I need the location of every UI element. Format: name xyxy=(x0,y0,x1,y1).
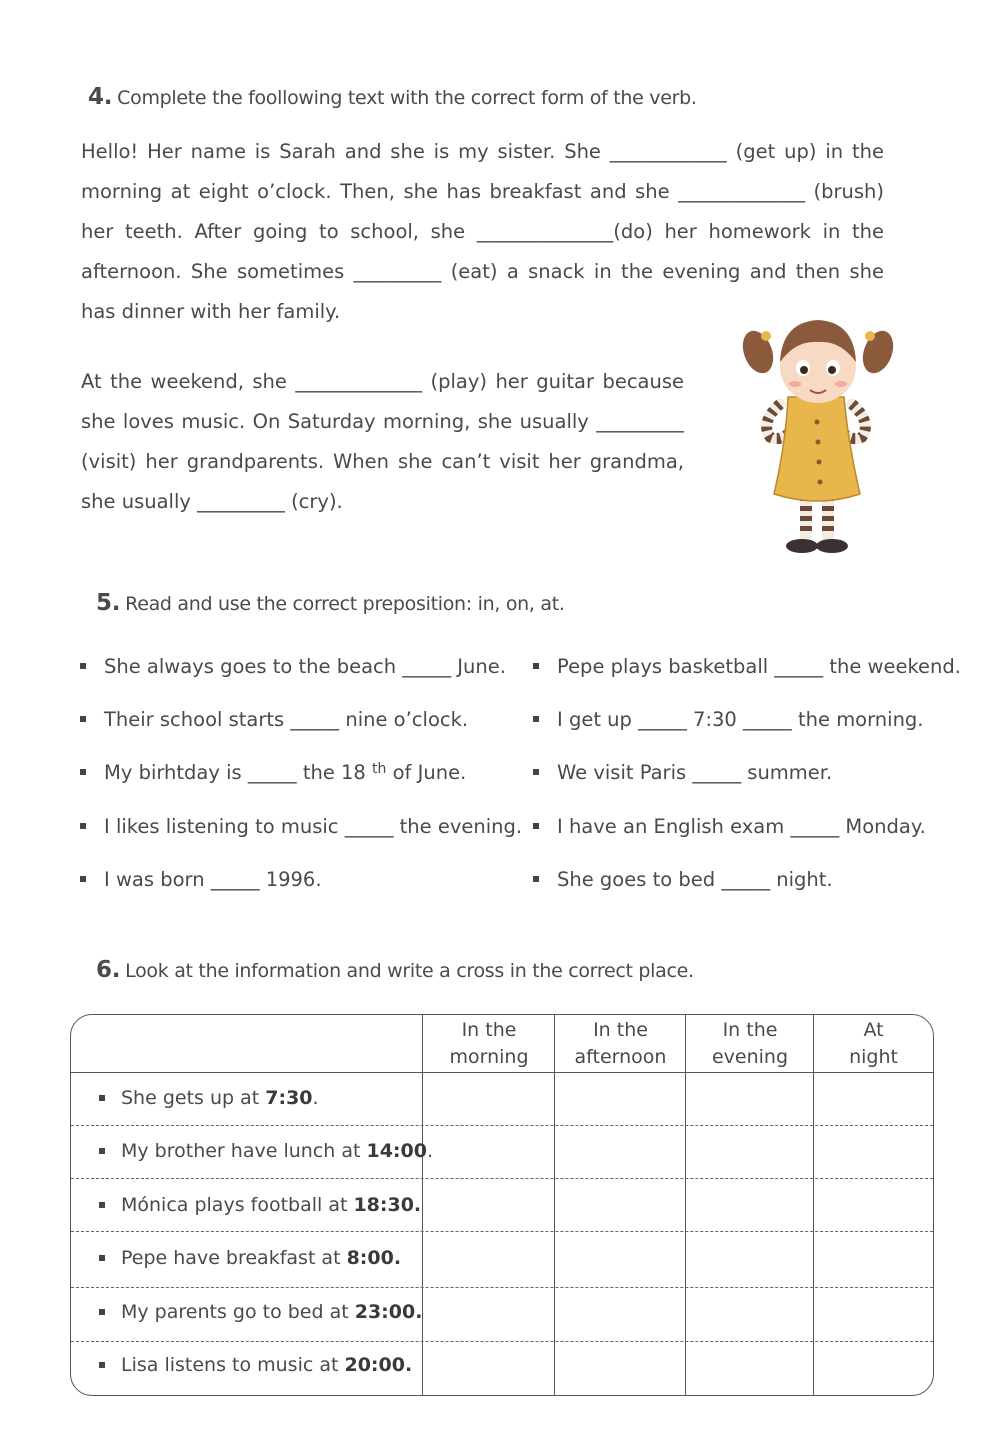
preposition-item-text-end: of June. xyxy=(392,761,467,784)
table-row-label xyxy=(121,1087,319,1109)
ordinal-suffix: th xyxy=(372,761,387,777)
column-header-line: In the xyxy=(593,1019,648,1041)
section-4-instruction: Complete the foollowing text with the correct form of the verb. xyxy=(117,87,697,109)
column-header-line: night xyxy=(849,1046,898,1068)
column-header-line: evening xyxy=(711,1046,789,1068)
row-text: She gets up at xyxy=(121,1087,266,1109)
column-header-line: At xyxy=(863,1019,884,1041)
preposition-item-text: We visit Paris _____ summer. xyxy=(557,761,833,784)
preposition-item-text: My birhtday is _____ the 18 xyxy=(104,761,366,784)
table-row-label xyxy=(121,1354,412,1376)
preposition-item-text: Pepe plays basketball _____ the weekend. xyxy=(557,655,961,678)
section-5-heading xyxy=(96,590,565,616)
preposition-item xyxy=(557,868,833,891)
section-6-number: 6. xyxy=(96,957,121,983)
row-text: Lisa listens to music at xyxy=(121,1354,345,1376)
column-header-night xyxy=(814,1017,933,1071)
preposition-item xyxy=(557,708,924,731)
section-4-paragraph-2 xyxy=(81,362,684,522)
row-time: 14:00 xyxy=(366,1140,427,1162)
row-text: My parents go to bed at xyxy=(121,1301,355,1323)
row-divider xyxy=(71,1341,933,1342)
answer-cell[interactable] xyxy=(686,1073,813,1125)
preposition-item xyxy=(104,868,322,891)
preposition-item-text: She goes to bed _____ night. xyxy=(557,868,833,891)
column-header-line: morning xyxy=(449,1046,529,1068)
preposition-item xyxy=(104,708,468,731)
row-time: 23:00. xyxy=(354,1301,423,1323)
row-text: Mónica plays football at xyxy=(121,1194,354,1216)
preposition-item xyxy=(104,815,522,838)
answer-cell[interactable] xyxy=(423,1073,554,1125)
preposition-item xyxy=(557,655,961,678)
table-row-label xyxy=(121,1140,433,1162)
preposition-item-text: I was born _____ 1996. xyxy=(104,868,322,891)
row-divider xyxy=(71,1231,933,1232)
row-time: 8:00. xyxy=(346,1247,402,1269)
row-time: 18:30. xyxy=(353,1194,422,1216)
section-4-number: 4. xyxy=(88,84,113,110)
preposition-item-text: I get up _____ 7:30 _____ the morning. xyxy=(557,708,924,731)
preposition-item-text: She always goes to the beach _____ June. xyxy=(104,655,506,678)
preposition-item-text: I likes listening to music _____ the evening. xyxy=(104,815,523,838)
paragraph-2-text: At the weekend, she _____________ (play) her guitar because she loves music. On Saturday morning, she usually _________ (visit) her grandparents. When she can’t visit her grandma, she usually _________ (cry). xyxy=(81,370,684,513)
row-divider xyxy=(71,1178,933,1179)
section-4-paragraph-1 xyxy=(81,132,884,332)
answer-cell[interactable] xyxy=(814,1073,932,1125)
time-of-day-table xyxy=(70,1014,934,1396)
row-divider xyxy=(71,1287,933,1288)
section-4-heading xyxy=(88,84,697,110)
table-row-label xyxy=(121,1247,401,1269)
answer-cell[interactable] xyxy=(555,1073,685,1125)
table-row-label xyxy=(121,1301,422,1323)
preposition-item xyxy=(557,761,832,784)
section-6-heading xyxy=(96,957,694,983)
column-header-evening xyxy=(686,1017,814,1071)
row-end: . xyxy=(426,1140,434,1162)
preposition-item xyxy=(557,815,926,838)
row-end: . xyxy=(312,1087,319,1109)
row-divider xyxy=(71,1125,933,1126)
row-text: My brother have lunch at xyxy=(121,1140,367,1162)
row-time: 20:00. xyxy=(344,1354,413,1376)
section-6-instruction: Look at the information and write a cross in the correct place. xyxy=(125,960,694,982)
preposition-item xyxy=(104,655,506,678)
column-header-afternoon xyxy=(555,1017,686,1071)
preposition-item xyxy=(104,761,466,784)
column-header-line: In the xyxy=(461,1019,517,1041)
section-5-number: 5. xyxy=(96,590,121,616)
preposition-item-text: I have an English exam _____ Monday. xyxy=(557,815,926,838)
preposition-item-text: Their school starts _____ nine o’clock. xyxy=(104,708,469,731)
table-row-label xyxy=(121,1194,421,1216)
column-header-line: In the xyxy=(722,1019,778,1041)
row-text: Pepe have breakfast at xyxy=(121,1247,347,1269)
column-header-morning xyxy=(423,1017,555,1071)
column-header-line: afternoon xyxy=(574,1046,667,1068)
section-5-instruction: Read and use the correct preposition: in, on, at. xyxy=(125,593,565,615)
paragraph-1-text: Hello! Her name is Sarah and she is my sister. She ____________ (get up) in the morning at eight o’clock. Then, she has breakfast and she _____________ (brush) her teeth. After going to school, she ______________(do) her homework in the afternoon. She sometimes _________ (eat) a snack in the evening and then she has dinner with her family. xyxy=(81,140,884,323)
cartoon-girl-icon xyxy=(740,312,900,562)
row-time: 7:30 xyxy=(265,1087,313,1109)
